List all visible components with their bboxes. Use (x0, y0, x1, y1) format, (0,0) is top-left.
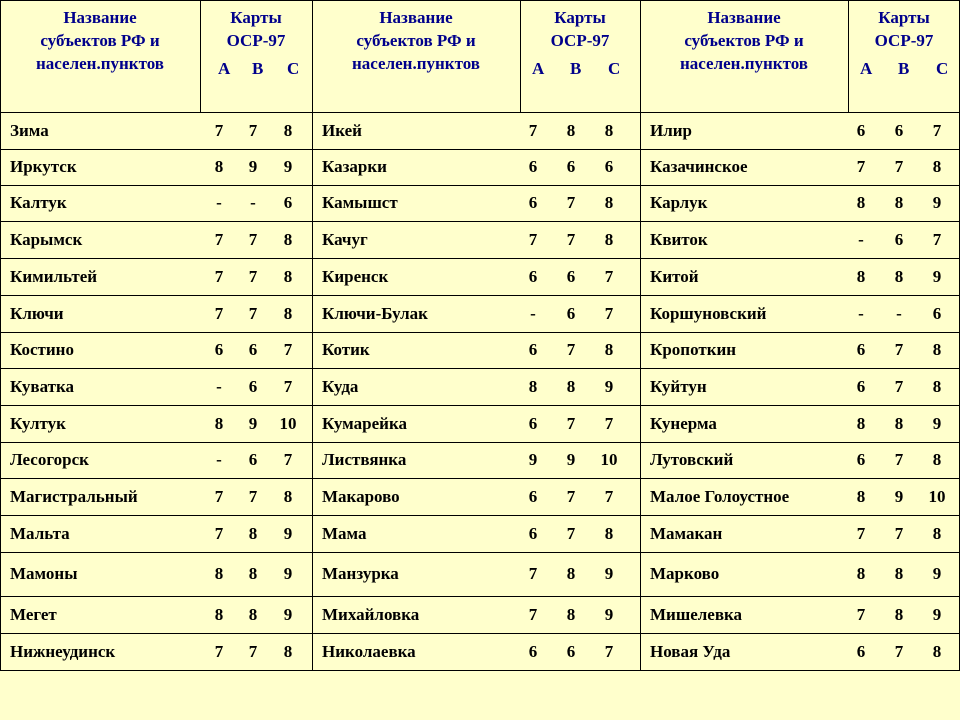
intensity-value: 7 (283, 340, 293, 359)
intensity-value: 7 (566, 487, 576, 506)
intensity-value: 7 (566, 193, 576, 212)
intensity-value: 7 (604, 487, 614, 506)
intensity-value: 8 (604, 230, 614, 249)
header-maps-line: ОСР-97 (550, 31, 610, 50)
intensity-value: 8 (604, 524, 614, 543)
intensity-value: 7 (856, 605, 866, 624)
grid-hline (0, 332, 960, 333)
header-maps-line: Карты (554, 8, 606, 27)
intensity-value: 6 (566, 304, 576, 323)
intensity-value: 8 (566, 377, 576, 396)
intensity-value: 7 (856, 524, 866, 543)
settlement-name: Марково (650, 564, 720, 583)
intensity-value: 8 (932, 450, 942, 469)
intensity-value: 8 (214, 564, 224, 583)
intensity-value: 7 (894, 157, 904, 176)
intensity-value: 9 (283, 564, 293, 583)
intensity-value: 9 (932, 564, 942, 583)
settlement-name: Икей (322, 121, 362, 140)
intensity-value: 10 (600, 450, 618, 469)
intensity-value: 8 (248, 605, 258, 624)
settlement-name: Мальта (10, 524, 70, 543)
settlement-name: Казачинское (650, 157, 748, 176)
intensity-value: 6 (528, 414, 538, 433)
settlement-name: Кунерма (650, 414, 717, 433)
intensity-value: 7 (214, 304, 224, 323)
settlement-name: Лесогорск (10, 450, 89, 469)
intensity-value: 7 (214, 121, 224, 140)
intensity-value: 8 (214, 605, 224, 624)
intensity-value: 7 (248, 642, 258, 661)
settlement-name: Илир (650, 121, 693, 140)
intensity-value: 8 (932, 157, 942, 176)
settlement-name: Качуг (322, 230, 368, 249)
intensity-value: 8 (894, 414, 904, 433)
intensity-value: 9 (283, 524, 293, 543)
intensity-value: 8 (856, 414, 866, 433)
intensity-value: 6 (566, 157, 576, 176)
grid-hline (0, 552, 960, 553)
intensity-value: 6 (604, 157, 614, 176)
intensity-value: 6 (528, 193, 538, 212)
intensity-value: 9 (932, 605, 942, 624)
header-name-line: населен.пунктов (352, 54, 480, 73)
settlement-name: Костино (10, 340, 74, 359)
header-maps-line: ОСР-97 (874, 31, 934, 50)
intensity-value: 6 (528, 267, 538, 286)
intensity-value: 7 (604, 414, 614, 433)
intensity-value: 7 (932, 230, 942, 249)
settlement-name: Квиток (650, 230, 708, 249)
intensity-value: 6 (283, 193, 293, 212)
intensity-value: 7 (528, 564, 538, 583)
settlement-name: Макарово (322, 487, 400, 506)
intensity-value: 6 (856, 340, 866, 359)
settlement-name: Мишелевка (650, 605, 743, 624)
grid-hline (0, 185, 960, 186)
intensity-value: 8 (248, 524, 258, 543)
header-abc-label: В (570, 59, 582, 78)
settlement-name: Листвянка (322, 450, 407, 469)
intensity-value: 6 (528, 157, 538, 176)
intensity-value: 8 (283, 121, 293, 140)
intensity-value: 9 (528, 450, 538, 469)
intensity-value: 7 (566, 230, 576, 249)
intensity-value: 7 (528, 230, 538, 249)
intensity-value: - (216, 377, 222, 396)
header-abc-label: В (898, 59, 910, 78)
intensity-value: 8 (283, 487, 293, 506)
intensity-value: 9 (604, 605, 614, 624)
settlement-name: Кропоткин (650, 340, 737, 359)
intensity-value: 7 (214, 267, 224, 286)
intensity-value: 6 (894, 230, 904, 249)
intensity-value: 6 (856, 450, 866, 469)
intensity-value: 7 (283, 377, 293, 396)
intensity-value: 6 (566, 267, 576, 286)
header-abc-label: С (936, 59, 949, 78)
settlement-name: Казарки (322, 157, 387, 176)
intensity-value: 7 (248, 304, 258, 323)
header-abc-label: А (860, 59, 873, 78)
intensity-value: 8 (856, 487, 866, 506)
intensity-value: 9 (283, 157, 293, 176)
intensity-value: 7 (566, 524, 576, 543)
settlement-name: Мамоны (10, 564, 78, 583)
grid-hline (0, 368, 960, 369)
intensity-value: 7 (566, 414, 576, 433)
intensity-value: 7 (856, 157, 866, 176)
intensity-value: 6 (528, 340, 538, 359)
header-name-line: населен.пунктов (36, 54, 164, 73)
intensity-value: 8 (932, 377, 942, 396)
grid-vline (0, 0, 1, 670)
grid-hline (0, 405, 960, 406)
settlement-name: Карымск (10, 230, 83, 249)
intensity-value: 6 (856, 377, 866, 396)
header-name-line: субъектов РФ и (684, 31, 804, 50)
intensity-value: 6 (894, 121, 904, 140)
intensity-value: 6 (528, 642, 538, 661)
intensity-value: 9 (932, 414, 942, 433)
settlement-name: Куда (322, 377, 359, 396)
intensity-value: 10 (928, 487, 946, 506)
intensity-value: 9 (932, 267, 942, 286)
intensity-value: 6 (856, 642, 866, 661)
grid-hline (0, 442, 960, 443)
intensity-value: 8 (932, 524, 942, 543)
intensity-value: 9 (604, 377, 614, 396)
intensity-value: 8 (894, 267, 904, 286)
header-abc-label: В (252, 59, 264, 78)
intensity-value: 7 (932, 121, 942, 140)
settlement-name: Мегет (10, 605, 57, 624)
header-abc-label: А (532, 59, 545, 78)
intensity-value: 6 (566, 642, 576, 661)
intensity-value: 8 (566, 564, 576, 583)
intensity-value: 8 (283, 642, 293, 661)
header-abc-label: А (218, 59, 231, 78)
settlement-name: Николаевка (322, 642, 416, 661)
intensity-value: 7 (214, 642, 224, 661)
header-name-line: населен.пунктов (680, 54, 808, 73)
intensity-value: - (216, 450, 222, 469)
intensity-value: 7 (894, 377, 904, 396)
intensity-value: 9 (932, 193, 942, 212)
intensity-value: 8 (283, 267, 293, 286)
settlement-name: Китой (650, 267, 699, 286)
settlement-name: Михайловка (322, 605, 420, 624)
settlement-name: Куйтун (650, 377, 707, 396)
header-name-line: Название (63, 8, 137, 27)
grid-hline (0, 112, 960, 113)
settlement-name: Манзурка (322, 564, 399, 583)
intensity-value: 8 (566, 605, 576, 624)
settlement-name: Зима (10, 121, 49, 140)
intensity-value: - (250, 193, 256, 212)
settlement-name: Ключи (10, 304, 64, 323)
settlement-name: Котик (322, 340, 370, 359)
intensity-value: 8 (604, 121, 614, 140)
grid-hline (0, 596, 960, 597)
intensity-value: 8 (932, 340, 942, 359)
intensity-value: 7 (566, 340, 576, 359)
intensity-value: 8 (248, 564, 258, 583)
grid-hline (0, 295, 960, 296)
intensity-value: 9 (566, 450, 576, 469)
intensity-value: 7 (604, 304, 614, 323)
intensity-value: 7 (214, 230, 224, 249)
settlement-name: Лутовский (650, 450, 734, 469)
intensity-value: 7 (894, 642, 904, 661)
grid-hline (0, 221, 960, 222)
settlement-name: Нижнеудинск (10, 642, 116, 661)
intensity-value: 8 (214, 414, 224, 433)
intensity-value: 7 (604, 642, 614, 661)
intensity-value: 7 (894, 450, 904, 469)
intensity-value: 7 (248, 267, 258, 286)
settlement-name: Камышст (322, 193, 398, 212)
grid-hline (0, 149, 960, 150)
settlement-name: Новая Уда (650, 642, 731, 661)
intensity-value: 6 (856, 121, 866, 140)
header-abc-label: С (608, 59, 621, 78)
intensity-value: - (858, 230, 864, 249)
header-maps-line: ОСР-97 (226, 31, 286, 50)
settlement-name: Коршуновский (650, 304, 767, 323)
intensity-value: 6 (248, 450, 258, 469)
intensity-value: 7 (214, 524, 224, 543)
settlement-name: Мама (322, 524, 367, 543)
settlement-name: Мамакан (650, 524, 723, 543)
settlement-name: Кимильтей (10, 267, 98, 286)
intensity-value: 8 (894, 564, 904, 583)
grid-hline (0, 670, 960, 671)
intensity-value: 7 (248, 230, 258, 249)
grid-hline (0, 633, 960, 634)
settlement-name: Кумарейка (322, 414, 407, 433)
grid-vline (312, 0, 313, 670)
intensity-value: 7 (283, 450, 293, 469)
intensity-value: 6 (528, 487, 538, 506)
intensity-value: 8 (856, 193, 866, 212)
intensity-value: 8 (283, 230, 293, 249)
intensity-value: 8 (856, 267, 866, 286)
header-name-line: Название (707, 8, 781, 27)
intensity-value: 7 (894, 524, 904, 543)
intensity-value: 6 (932, 304, 942, 323)
settlement-name: Калтук (10, 193, 67, 212)
intensity-value: 10 (279, 414, 297, 433)
intensity-value: - (530, 304, 536, 323)
intensity-value: 7 (528, 121, 538, 140)
settlement-name: Иркутск (10, 157, 77, 176)
intensity-value: 6 (528, 524, 538, 543)
grid-vline (640, 0, 641, 670)
intensity-value: 7 (894, 340, 904, 359)
settlement-name: Малое Голоустное (650, 487, 790, 506)
intensity-value: 9 (894, 487, 904, 506)
intensity-value: 8 (604, 340, 614, 359)
intensity-value: 8 (528, 377, 538, 396)
intensity-value: 9 (283, 605, 293, 624)
intensity-value: 8 (604, 193, 614, 212)
settlement-name: Киренск (322, 267, 389, 286)
header-name-line: Название (379, 8, 453, 27)
settlement-name: Култук (10, 414, 66, 433)
header-abc-label: С (287, 59, 300, 78)
settlement-name: Куватка (10, 377, 75, 396)
intensity-value: 9 (248, 414, 258, 433)
intensity-value: 9 (248, 157, 258, 176)
settlement-name: Ключи-Булак (322, 304, 428, 323)
header-name-line: субъектов РФ и (356, 31, 476, 50)
intensity-value: - (896, 304, 902, 323)
intensity-value: 7 (528, 605, 538, 624)
intensity-value: 8 (894, 193, 904, 212)
header-maps-line: Карты (230, 8, 282, 27)
intensity-value: 8 (894, 605, 904, 624)
intensity-value: 8 (856, 564, 866, 583)
settlement-name: Магистральный (10, 487, 138, 506)
intensity-value: 8 (932, 642, 942, 661)
intensity-value: 7 (248, 487, 258, 506)
intensity-value: 8 (566, 121, 576, 140)
intensity-value: 6 (248, 340, 258, 359)
intensity-value: - (858, 304, 864, 323)
intensity-value: 7 (214, 487, 224, 506)
intensity-value: - (216, 193, 222, 212)
header-maps-line: Карты (878, 8, 930, 27)
intensity-value: 6 (248, 377, 258, 396)
intensity-value: 8 (214, 157, 224, 176)
grid-hline (0, 258, 960, 259)
grid-hline (0, 0, 960, 1)
intensity-value: 9 (604, 564, 614, 583)
intensity-value: 7 (604, 267, 614, 286)
settlement-name: Карлук (650, 193, 708, 212)
intensity-value: 6 (214, 340, 224, 359)
intensity-value: 8 (283, 304, 293, 323)
grid-hline (0, 478, 960, 479)
header-name-line: субъектов РФ и (40, 31, 160, 50)
intensity-value: 7 (248, 121, 258, 140)
grid-hline (0, 515, 960, 516)
